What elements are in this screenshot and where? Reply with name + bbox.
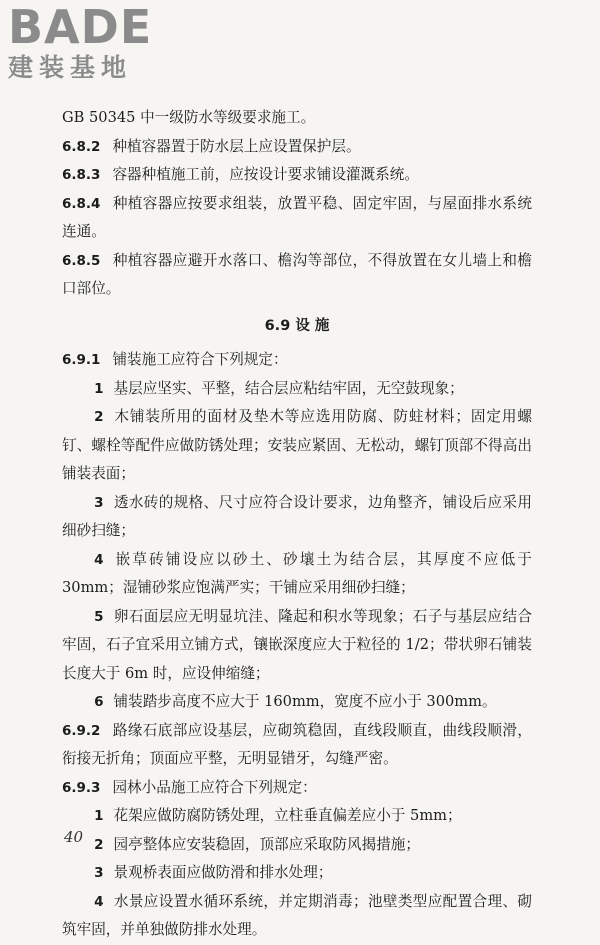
clause-text: 种植容器置于防水层上应设置保护层。: [112, 137, 361, 155]
list-item: [62, 403, 532, 489]
clause-text: 铺装施工应符合下列规定：: [112, 351, 288, 368]
document-body: [62, 104, 532, 945]
clause-text: 容器种植施工前，应按设计要求铺设灌溉系统。: [112, 166, 419, 183]
list-item: [62, 546, 532, 603]
clause-number: 6.9.1: [62, 352, 101, 368]
clause-6-9-3: [62, 774, 532, 803]
clause-text: 园林小品施工应符合下列规定：: [112, 778, 317, 796]
logo-subtitle: 建装基地: [8, 53, 133, 82]
clause-number: 6.9.3: [62, 779, 101, 796]
item-text: 嵌草砖铺设应以砂土、砂壤土为结合层，其厚度不应低于 30mm；湿铺砂浆应饱满严实；干铺应采用细砂扫缝；: [62, 550, 532, 596]
section-heading: 6.9 设 施: [264, 317, 330, 334]
item-text: 木铺装所用的面材及垫木等应选用防腐、防蛀材料；固定用螺钉、螺栓等配件应做防锈处理；安装应紧固、无松动，螺钉顶部不得高出铺装表面；: [62, 408, 532, 482]
item-number: 2: [94, 409, 104, 425]
list-item: [62, 603, 532, 689]
item-text: 花架应做防腐防锈处理，立柱垂直偏差应小于 5mm；: [113, 807, 462, 824]
list-item: [62, 888, 532, 945]
item-number: 2: [94, 836, 104, 853]
clause-text: 种植容器应避开水落口、檐沟等部位，不得放置在女儿墙上和檐口部位。: [62, 251, 532, 297]
clause-number: 6.9.2: [62, 722, 101, 739]
clause-number: 6.8.2: [62, 138, 101, 155]
item-text: 透水砖的规格、尺寸应符合设计要求，边角整齐，铺设后应采用细砂扫缝；: [62, 493, 532, 539]
clause-number: 6.8.3: [62, 167, 101, 183]
item-number: 4: [94, 551, 104, 568]
clause-text: 种植容器应按要求组装，放置平稳、固定牢固，与屋面排水系统连通。: [62, 194, 532, 240]
clause-6-8-2: [62, 133, 532, 162]
clause-6-8-5: [62, 247, 532, 304]
item-text: 卵石面层应无明显坑洼、隆起和积水等现象；石子与基层应结合牢固，石子宜采用立铺方式，镶嵌深度应大于粒径的 1/2；带状卵石铺装长度大于 6m 时，应设伸缩缝；: [62, 607, 532, 682]
item-number: 5: [94, 608, 104, 625]
item-text: 铺装踏步高度不应大于 160mm，宽度不应小于 300mm。: [113, 693, 497, 710]
item-number: 3: [94, 865, 104, 881]
clause-text: 路缘石底部应设基层，应砌筑稳固，直线段顺直，曲线段顺滑，衔接无折角；顶面应平整，无明显错牙，勾缝严密。: [62, 721, 532, 767]
item-number: 3: [94, 494, 104, 511]
list-item: [62, 802, 532, 831]
clause-number: 6.8.5: [62, 252, 101, 269]
logo-wordmark: BADE: [8, 0, 153, 54]
item-text: 景观桥表面应做防滑和排水处理；: [113, 864, 333, 881]
item-text: 园亭整体应安装稳固，顶部应采取防风揭措施；: [113, 835, 420, 853]
page-number: 40: [64, 828, 84, 846]
bade-logo: [8, 0, 153, 82]
item-text: 基层应坚实、平整，结合层应粘结牢固，无空鼓现象；: [113, 379, 464, 397]
clause-6-8-3: [62, 161, 532, 190]
list-item: [62, 688, 532, 717]
item-number: 1: [94, 808, 104, 824]
list-item: [62, 489, 532, 546]
clause-6-9-2: [62, 717, 532, 774]
item-text: 水景应设置水循环系统，并定期消毒；池壁类型应配置合理、砌筑牢固，并单独做防排水处理。: [62, 892, 532, 938]
item-number: 4: [94, 893, 104, 910]
list-item: [62, 831, 532, 860]
clause-6-9-1: [62, 346, 532, 375]
clause-6-8-4: [62, 190, 532, 247]
continuation-line: GB 50345 中一级防水等级要求施工。: [62, 109, 316, 126]
list-item: [62, 859, 532, 888]
clause-number: 6.8.4: [62, 195, 101, 212]
item-number: 6: [94, 694, 104, 710]
list-item: [62, 375, 532, 404]
item-number: 1: [94, 380, 104, 397]
